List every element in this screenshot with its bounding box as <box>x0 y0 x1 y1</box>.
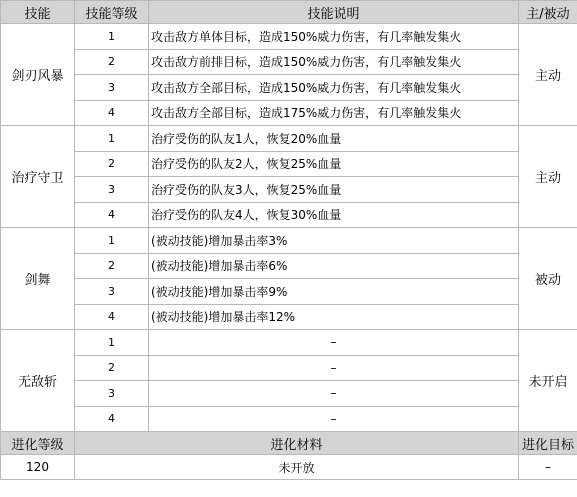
skill-level: 3 <box>75 381 149 407</box>
skill-description: (被动技能)增加暴击率6% <box>149 253 519 279</box>
skill-description: – <box>149 381 519 407</box>
skill-level: 1 <box>75 330 149 356</box>
skill-description: (被动技能)增加暴击率9% <box>149 279 519 305</box>
table-row <box>1 126 577 152</box>
skill-level: 2 <box>75 49 149 75</box>
evolution-row <box>1 455 577 480</box>
skill-description: – <box>149 330 519 356</box>
table-row <box>1 228 577 254</box>
table-row <box>1 151 577 177</box>
table-row <box>1 49 577 75</box>
skill-description: 攻击敌方单体目标，造成150%威力伤害，有几率触发集火 <box>149 24 519 50</box>
skill-level: 4 <box>75 304 149 330</box>
table-row <box>1 253 577 279</box>
evolution-header-row <box>1 432 577 455</box>
skill-description: (被动技能)增加暴击率3% <box>149 228 519 254</box>
evolution-level: 120 <box>1 455 75 480</box>
skill-name: 无敌斩 <box>1 330 75 432</box>
header-evolution-target: 进化目标 <box>519 432 577 455</box>
header-skill-type: 主/被动 <box>519 1 577 24</box>
skill-description: 治疗受伤的队友4人，恢复30%血量 <box>149 202 519 228</box>
header-skill-description: 技能说明 <box>149 1 519 24</box>
skill-level: 1 <box>75 126 149 152</box>
skill-name: 剑刃风暴 <box>1 24 75 126</box>
header-skill: 技能 <box>1 1 75 24</box>
skill-level: 4 <box>75 406 149 432</box>
skill-description: 攻击敌方前排目标，造成150%威力伤害，有几率触发集火 <box>149 49 519 75</box>
skill-name: 剑舞 <box>1 228 75 330</box>
table-row <box>1 202 577 228</box>
skill-level: 4 <box>75 202 149 228</box>
skill-level: 3 <box>75 279 149 305</box>
skill-description: (被动技能)增加暴击率12% <box>149 304 519 330</box>
evolution-target: – <box>519 455 577 480</box>
table-row <box>1 304 577 330</box>
table-row <box>1 100 577 126</box>
table-row <box>1 279 577 305</box>
skill-level: 1 <box>75 24 149 50</box>
skill-description: 攻击敌方全部目标，造成150%威力伤害，有几率触发集火 <box>149 75 519 101</box>
skill-level: 2 <box>75 355 149 381</box>
table-row <box>1 177 577 203</box>
table-row <box>1 406 577 432</box>
skill-description: 治疗受伤的队友3人，恢复25%血量 <box>149 177 519 203</box>
skill-description: – <box>149 406 519 432</box>
skill-type: 主动 <box>519 126 577 228</box>
skill-level: 3 <box>75 75 149 101</box>
table-row <box>1 381 577 407</box>
skill-name: 治疗守卫 <box>1 126 75 228</box>
skill-level: 2 <box>75 151 149 177</box>
skill-level: 3 <box>75 177 149 203</box>
skill-level: 1 <box>75 228 149 254</box>
skill-type: 主动 <box>519 24 577 126</box>
skill-level: 2 <box>75 253 149 279</box>
skill-description: 攻击敌方全部目标，造成175%威力伤害，有几率触发集火 <box>149 100 519 126</box>
skill-description: 治疗受伤的队友2人，恢复25%血量 <box>149 151 519 177</box>
skill-type: 未开启 <box>519 330 577 432</box>
skill-description: 治疗受伤的队友1人，恢复20%血量 <box>149 126 519 152</box>
skill-type: 被动 <box>519 228 577 330</box>
skill-level: 4 <box>75 100 149 126</box>
skill-description: – <box>149 355 519 381</box>
header-evolution-level: 进化等级 <box>1 432 75 455</box>
evolution-materials: 未开放 <box>75 455 519 480</box>
header-evolution-materials: 进化材料 <box>75 432 519 455</box>
table-row <box>1 355 577 381</box>
table-row <box>1 330 577 356</box>
table-row <box>1 75 577 101</box>
table-row <box>1 24 577 50</box>
skills-header-row <box>1 1 577 24</box>
header-skill-level: 技能等级 <box>75 1 149 24</box>
